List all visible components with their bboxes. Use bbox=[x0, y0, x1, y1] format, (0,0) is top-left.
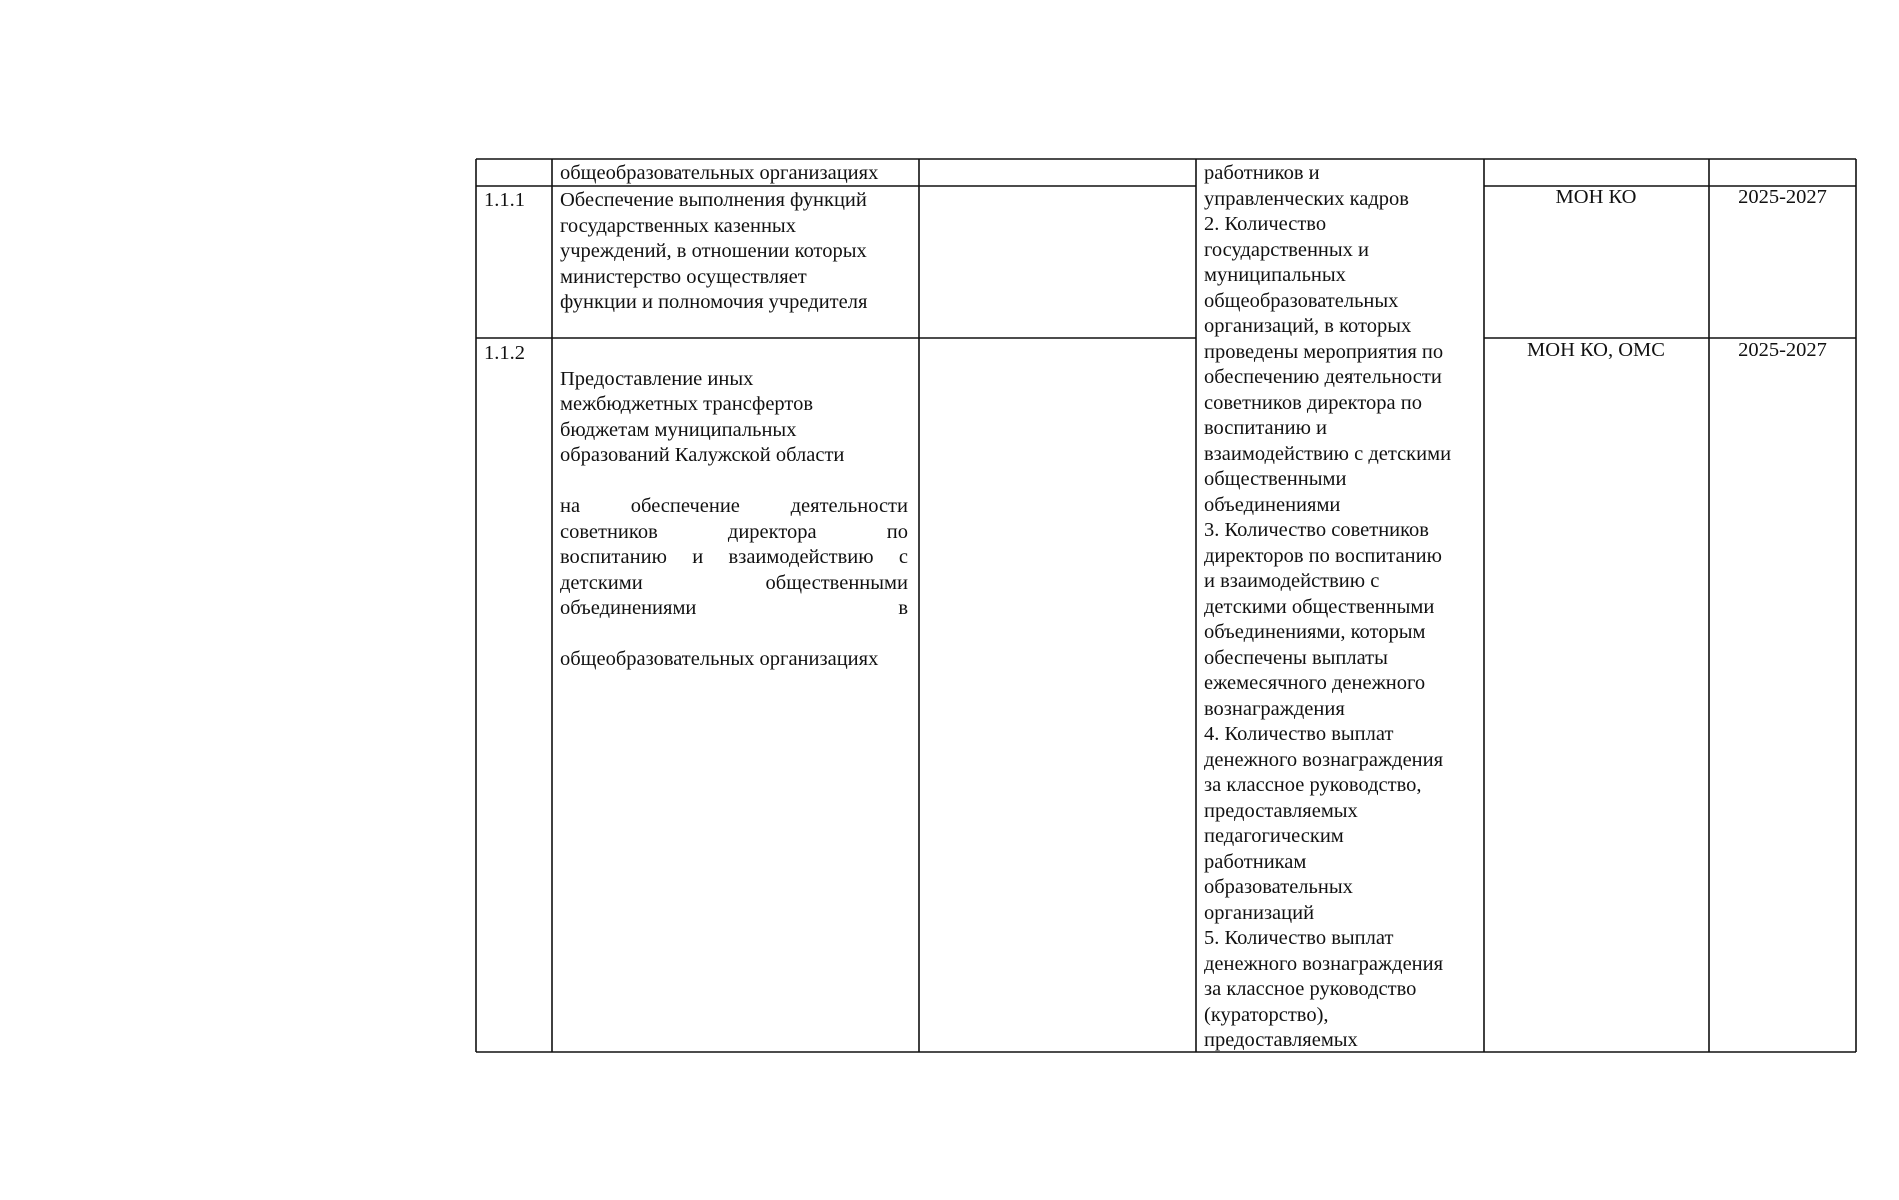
row-2-executor: МОН КО, ОМС bbox=[1527, 339, 1665, 361]
indicators-cell: работников и управленческих кадров 2. Количество государственных и муниципальных общеобразовательных организаций, в которых проведены мероприятия по обеспечению деятельности советников директора по воспитанию и взаимодействию с детскими общественными объединениями 3. Количество советников директоров по воспитанию и взаимодействию с детскими общественными объединениями, которым обеспечены выплаты ежемесячного денежного вознаграждения 4. Количество выплат денежного вознаграждения за классное руководство, предоставляемых педагогическим работникам образовательных организаций 5. Количество выплат денежного вознаграждения за классное руководство (кураторство), предоставляемых bbox=[1204, 162, 1452, 1051]
row-2-action-intro: Предоставление иных межбюджетных трансфертов бюджетам муниципальных образований Калужской области bbox=[560, 367, 845, 466]
justified-word: обеспечение bbox=[630, 495, 740, 517]
row-2-period: 2025-2027 bbox=[1738, 339, 1827, 361]
row-1-number: 1.1.1 bbox=[484, 189, 525, 211]
justified-line bbox=[560, 596, 908, 622]
justified-word: с bbox=[898, 546, 908, 568]
justified-word: по bbox=[886, 520, 908, 543]
row-1-executor: МОН КО bbox=[1555, 186, 1637, 208]
justified-word: на bbox=[560, 495, 581, 517]
justified-word: в bbox=[898, 597, 908, 619]
justified-word: взаимодействию bbox=[728, 546, 874, 568]
justified-word: воспитанию bbox=[560, 546, 667, 568]
justified-line bbox=[560, 545, 908, 571]
justified-word: и bbox=[692, 546, 704, 568]
row-1-period: 2025-2027 bbox=[1738, 186, 1827, 208]
continuation-action-cell: общеобразовательных организациях bbox=[560, 162, 879, 184]
justified-word: деятельности bbox=[790, 495, 908, 517]
justified-line bbox=[560, 520, 908, 546]
justified-word: детскими bbox=[560, 571, 643, 594]
row-2-action-last: общеобразовательных организациях bbox=[560, 648, 879, 670]
justified-word: общественными bbox=[765, 571, 908, 594]
justified-word: директора bbox=[727, 520, 817, 543]
justified-word: объединениями bbox=[560, 597, 697, 619]
justified-line bbox=[560, 494, 908, 520]
justified-line bbox=[560, 571, 908, 597]
justified-word: советников bbox=[560, 520, 658, 543]
row-1-action: Обеспечение выполнения функций государственных казенных учреждений, в отношении которых министерство осуществляет функции и полномочия учредителя bbox=[560, 189, 868, 313]
row-2-number: 1.1.2 bbox=[484, 342, 525, 364]
row-2-action-justified bbox=[560, 494, 908, 622]
row-2-action bbox=[560, 341, 908, 698]
